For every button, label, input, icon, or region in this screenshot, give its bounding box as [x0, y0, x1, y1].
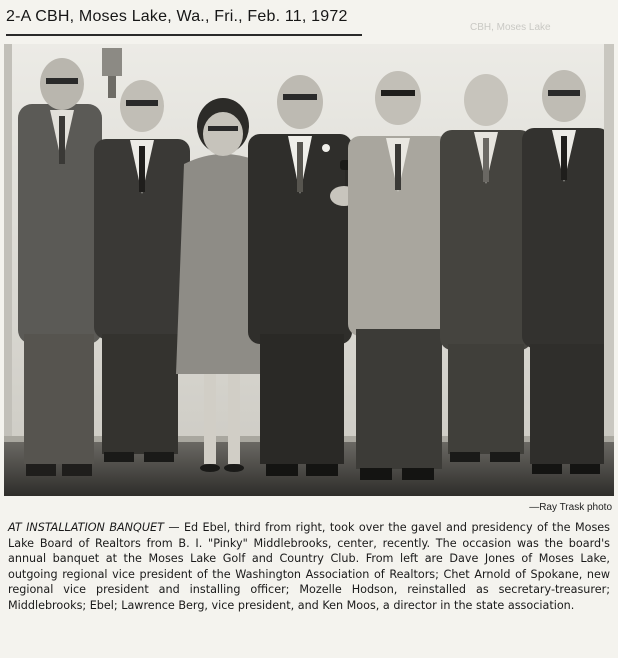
caption-lead: AT INSTALLATION BANQUET: [8, 521, 164, 534]
pillar: [4, 44, 12, 436]
header-rule: [6, 34, 362, 36]
person-7: [522, 70, 610, 474]
caption-body: — Ed Ebel, third from right, took over the gavel and presidency of the Moses Lake Board of Realtors from B. I. "Pinky" Middlebrooks, center, recently. The occasion was the board's annual banquet at the Moses Lake Golf and Country Club. From left are Dave Jones of Moses Lake, outgoing regional vice president of the Washington Association of Realtors; Chet Arnold of Spokane, new regional vice president and installing officer; Mozelle Hodson, reinstalled as secretary-treasurer; Middlebrooks; Ebel; Lawrence Berg, vice president, and Ken Moos, a director in the state association.: [8, 521, 610, 612]
dateline: 2-A CBH, Moses Lake, Wa., Fri., Feb. 11, 1972: [6, 8, 348, 25]
photo-illustration: [4, 44, 614, 496]
wall-edge: [604, 44, 614, 436]
person-4: [248, 75, 352, 476]
person-6: [440, 74, 532, 462]
group-photo: [4, 44, 614, 496]
photo-credit: —Ray Trask photo: [529, 502, 612, 513]
photo-caption: [8, 520, 610, 613]
person-1: [18, 58, 102, 476]
bleed-through-text: CBH, Moses Lake: [470, 22, 551, 33]
